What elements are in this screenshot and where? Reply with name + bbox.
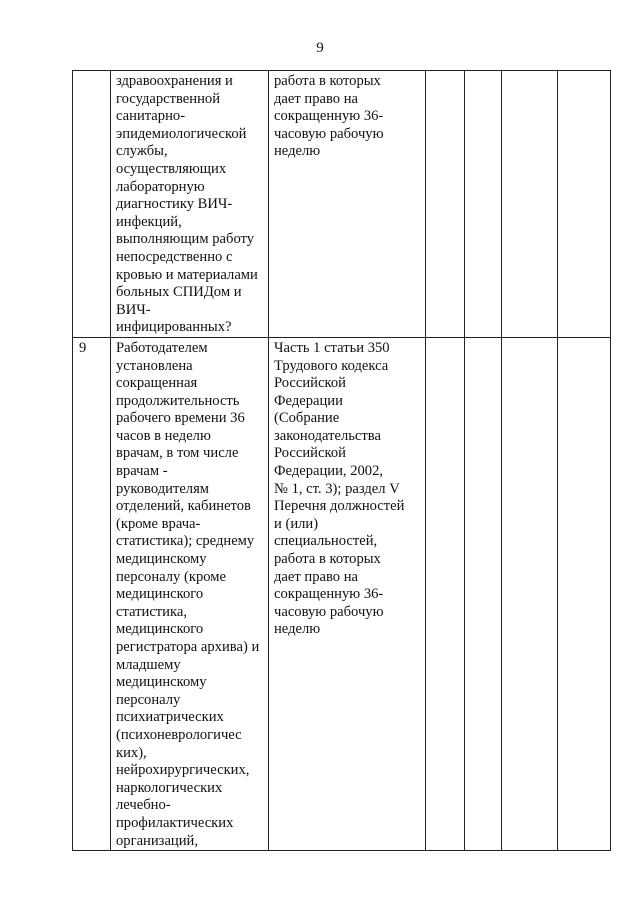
table-row bbox=[73, 337, 611, 850]
checklist-table bbox=[72, 70, 611, 851]
row-number-cell bbox=[73, 71, 111, 338]
row-number-cell: 9 bbox=[73, 337, 111, 850]
page-number: 9 bbox=[316, 40, 324, 56]
answer-yes-cell bbox=[426, 71, 465, 338]
notes-cell bbox=[558, 71, 611, 338]
question-text: здравоохранения и государственной санитарно- эпидемиологической службы, осуществляющих лабораторную диагностику ВИЧ- инфекций, выполняющим работу непосредственно с кровью и материалами больных СПИДом и ВИЧ- инфицированных? bbox=[116, 73, 258, 336]
answer-na-cell bbox=[502, 337, 558, 850]
answer-na-cell bbox=[502, 71, 558, 338]
legal-reference-text: Часть 1 статьи 350 Трудового кодекса Российской Федерации (Собрание законодательства Российской Федерации, 2002, № 1, ст. 3); раздел V Перечня должностей и (или) специальностей, работа в которых дает право на сокращенную 36- часовую рабочую неделю bbox=[274, 339, 405, 638]
legal-reference-text: работа в которых дает право на сокращенную 36- часовую рабочую неделю bbox=[274, 73, 384, 160]
answer-no-cell bbox=[465, 337, 502, 850]
legal-reference-cell bbox=[269, 71, 426, 338]
question-cell bbox=[111, 337, 269, 850]
question-text: Работодателем установлена сокращенная продолжительность рабочего времени 36 часов в неделю врачам, в том числе врачам - руководителям отделений, кабинетов (кроме врача- статистика); среднему медицинскому персоналу (кроме медицинского статистика, медицинского регистратора архива) и младшему медицинскому персоналу психиатрических (психоневрологичес ких), нейрохирургических, наркологических лечебно- профилактических организаций, bbox=[116, 339, 260, 849]
notes-cell bbox=[558, 337, 611, 850]
answer-yes-cell bbox=[426, 337, 465, 850]
question-cell bbox=[111, 71, 269, 338]
answer-no-cell bbox=[465, 71, 502, 338]
legal-reference-cell bbox=[269, 337, 426, 850]
table-row bbox=[73, 71, 611, 338]
